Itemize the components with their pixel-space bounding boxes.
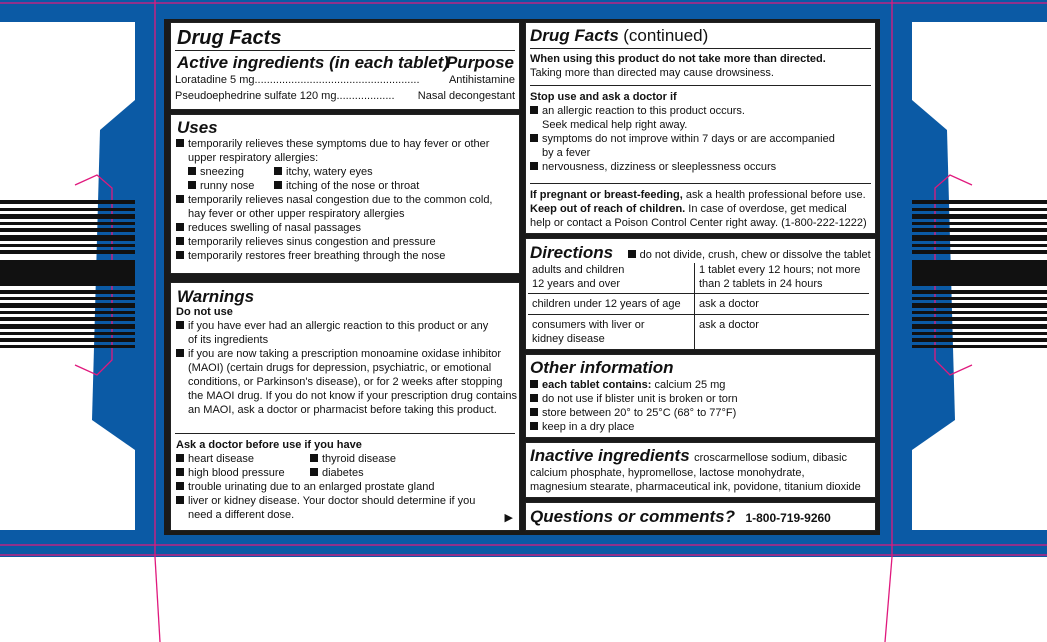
stop-item: symptoms do not improve within 7 days or are accompanied: [530, 132, 835, 146]
inactive-list: calcium phosphate, hypromellose, lactose monohydrate,: [530, 467, 805, 479]
bullet-square-icon: [530, 106, 538, 114]
inactive-list: croscarmellose sodium, dibasic: [694, 452, 847, 464]
bullet-square-icon: [176, 349, 184, 357]
uses-item: temporarily restores freer breathing through the nose: [176, 249, 493, 263]
bullet-square-icon: [176, 139, 184, 147]
bullet-square-icon: [176, 237, 184, 245]
bullet-square-icon: [176, 454, 184, 462]
continued-title: Drug Facts: [530, 26, 619, 45]
ask-item: liver or kidney disease. Your doctor should determine if you: [176, 494, 475, 508]
bullet-square-icon: [176, 496, 184, 504]
stop-use-heading: Stop use and ask a doctor if: [530, 91, 677, 103]
stop-item-cont: by a fever: [542, 147, 591, 159]
warning-item-cont: of its ingredients: [188, 334, 269, 346]
active-row-1: [175, 73, 515, 87]
warning-item-cont: conditions, or Parkinson's disease), or for 2 weeks after stopping: [188, 376, 503, 388]
warning-item-cont: an MAOI, ask a doctor or pharmacist before taking this product.: [188, 404, 497, 416]
table-row: children under 12 years of age ask a doctor: [528, 294, 869, 315]
symptom-row: [176, 179, 493, 193]
uses-item-cont: upper respiratory allergies:: [188, 152, 319, 164]
when-using-text: Taking more than directed may cause drowsiness.: [530, 67, 774, 79]
ask-item: trouble urinating due to an enlarged prostate gland: [176, 480, 475, 494]
uses-item: temporarily relieves nasal congestion due to the common cold,: [176, 193, 493, 207]
stop-item-cont: Seek medical help right away.: [542, 119, 688, 131]
uses-panel: [170, 114, 520, 274]
other-information-heading: Other information: [530, 358, 674, 377]
other-item: keep in a dry place: [530, 420, 738, 434]
bullet-square-icon: [176, 251, 184, 259]
leader-dots: ......................................................: [254, 74, 420, 86]
ask-item-cont: need a different dose.: [188, 509, 295, 521]
symptom-row: [176, 165, 493, 179]
bullet-square-icon: [530, 408, 538, 416]
ingredient-purpose: Antihistamine: [448, 74, 515, 86]
purpose-heading: Purpose: [445, 53, 514, 72]
symptom: runny nose: [200, 180, 255, 192]
ask-row: high blood pressure diabetes: [176, 466, 475, 480]
bullet-square-icon: [310, 468, 318, 476]
ask-doctor-heading: Ask a doctor before use if you have: [176, 439, 362, 451]
questions-panel: [525, 502, 876, 531]
uses-item-cont: hay fever or other upper respiratory allergies: [188, 208, 405, 220]
symptom: itching of the nose or throat: [286, 180, 420, 192]
symptom: sneezing: [200, 166, 245, 178]
table-row: consumers with liver or kidney disease ask a doctor: [528, 315, 869, 351]
bullet-square-icon: [188, 181, 196, 189]
ingredient-name: Loratadine 5 mg: [175, 74, 255, 86]
continued-panel: [525, 22, 876, 234]
active-ingredients-heading: Active ingredients (in each tablet): [177, 53, 450, 72]
pregnant-line: If pregnant or breast-feeding, ask a health professional before use.: [530, 189, 866, 201]
bullet-square-icon: [176, 223, 184, 231]
bullet-square-icon: [274, 181, 282, 189]
bullet-square-icon: [628, 250, 636, 258]
continued-suffix: (continued): [623, 26, 709, 45]
bullet-square-icon: [274, 167, 282, 175]
inactive-list: magnesium stearate, pharmaceutical ink, povidone, titanium dioxide: [530, 481, 861, 493]
warning-item-cont: (MAOI) (certain drugs for depression, psychiatric, or emotional: [188, 362, 492, 374]
warning-item-cont: the MAOI drug. If you do not know if your prescription drug contains: [188, 390, 517, 402]
other-item: each tablet contains: calcium 25 mg: [530, 378, 738, 392]
inactive-ingredients-panel: [525, 442, 876, 498]
directions-table: [528, 263, 869, 350]
bullet-square-icon: [310, 454, 318, 462]
other-item: do not use if blister unit is broken or torn: [530, 392, 738, 406]
directions-note: do not divide, crush, chew or dissolve the tablet: [628, 249, 871, 261]
warnings-heading: Warnings: [177, 287, 255, 306]
ingredient-name: Pseudoephedrine sulfate 120 mg: [175, 90, 337, 102]
questions-heading: Questions or comments?: [530, 507, 735, 526]
warning-item: if you have ever had an allergic reaction to this product or any: [176, 319, 517, 333]
when-using-heading: When using this product do not take more than directed.: [530, 53, 826, 65]
leader-dots: ...................: [336, 90, 395, 102]
stop-item: nervousness, dizziness or sleeplessness occurs: [530, 160, 835, 174]
bullet-square-icon: [530, 394, 538, 402]
uses-heading: Uses: [177, 118, 218, 137]
other-item: store between 20° to 25°C (68° to 77°F): [530, 406, 738, 420]
bullet-square-icon: [176, 482, 184, 490]
table-row: adults and children 12 years and over 1 tablet every 12 hours; not more than 2 tablets in 24 hours: [528, 263, 869, 294]
uses-item: reduces swelling of nasal passages: [176, 221, 493, 235]
left-stripes: [0, 200, 135, 350]
bullet-square-icon: [530, 380, 538, 388]
ask-row: heart disease thyroid disease: [176, 452, 475, 466]
questions-phone: 1-800-719-9260: [745, 511, 831, 525]
stop-item: an allergic reaction to this product occurs.: [530, 104, 835, 118]
warnings-panel: [170, 282, 520, 531]
ingredient-purpose: Nasal decongestant: [417, 90, 515, 102]
drug-facts-title: Drug Facts: [177, 27, 282, 49]
bullet-square-icon: [176, 195, 184, 203]
inactive-ingredients-heading: Inactive ingredients: [530, 446, 690, 465]
bullet-square-icon: [530, 134, 538, 142]
warning-item: if you are now taking a prescription monoamine oxidase inhibitor: [176, 347, 517, 361]
uses-item: temporarily relieves sinus congestion and pressure: [176, 235, 493, 249]
directions-panel: [525, 238, 876, 350]
uses-item: temporarily relieves these symptoms due to hay fever or other: [176, 137, 493, 151]
other-information-panel: [525, 354, 876, 438]
right-stripes: [912, 200, 1047, 350]
bullet-square-icon: [530, 422, 538, 430]
keep-out-line: Keep out of reach of children. In case of overdose, get medical: [530, 203, 847, 215]
bullet-square-icon: [530, 162, 538, 170]
bullet-square-icon: [188, 167, 196, 175]
bullet-square-icon: [176, 321, 184, 329]
directions-heading: Directions: [530, 243, 614, 262]
continued-title-row: [530, 26, 708, 46]
poison-control-line: help or contact a Poison Control Center right away. (1-800-222-1222): [530, 217, 867, 229]
symptom: itchy, watery eyes: [286, 166, 373, 178]
bullet-square-icon: [176, 468, 184, 476]
active-row-2: [175, 89, 515, 103]
active-ingredients-panel: [170, 22, 520, 110]
continue-arrow-icon: ▶: [504, 512, 513, 524]
do-not-use-heading: Do not use: [176, 306, 233, 318]
